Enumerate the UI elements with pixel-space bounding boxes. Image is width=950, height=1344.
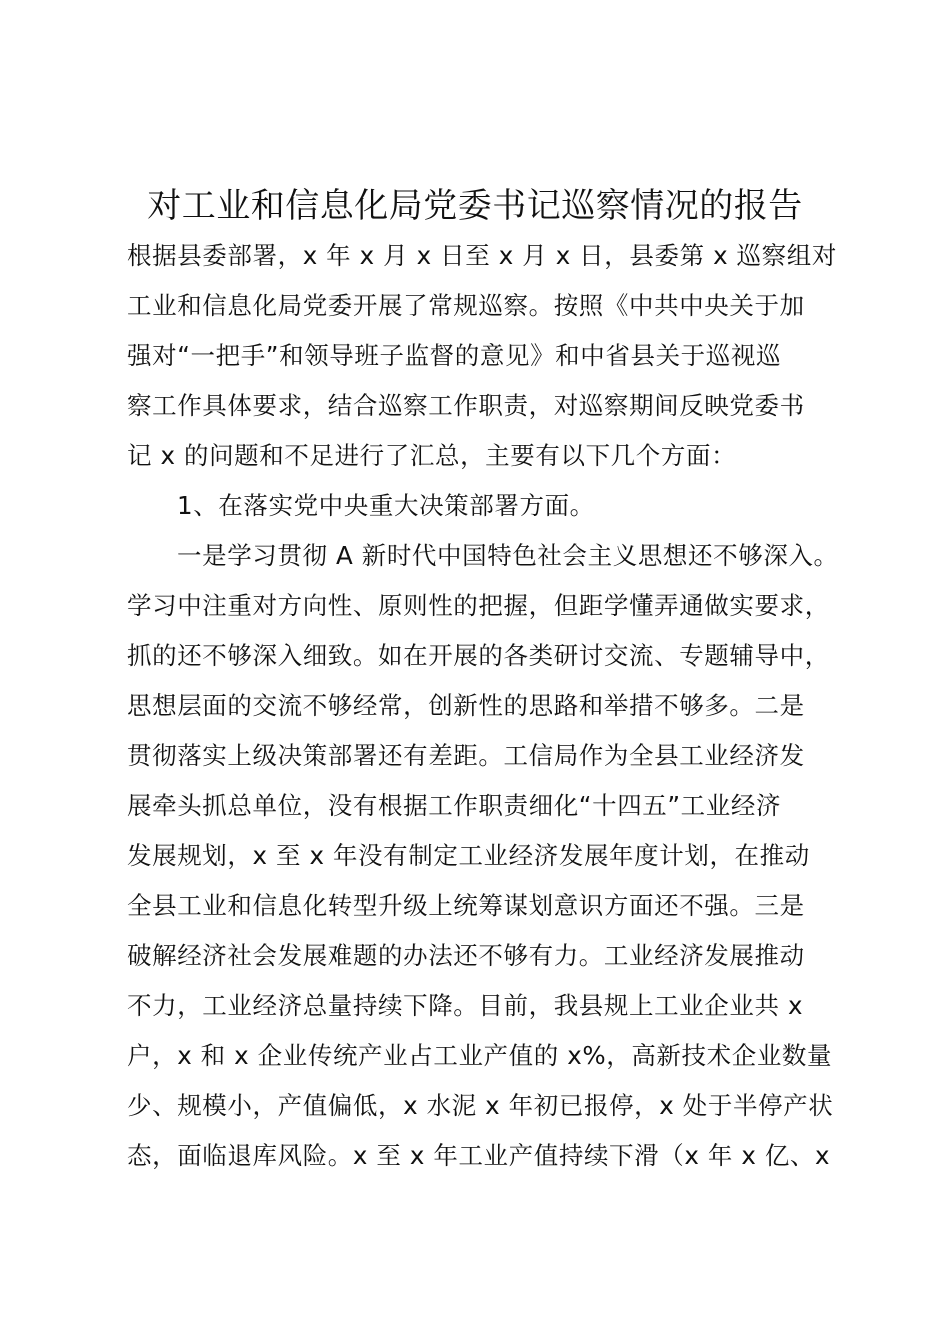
document-body xyxy=(127,231,839,1181)
paragraph-intro xyxy=(127,231,837,481)
text-line: 一是学习贯彻 A 新时代中国特色社会主义思想还不够深入。 xyxy=(177,541,839,570)
text-line: 贯彻落实上级决策部署还有差距。工信局作为全县工业经济发 xyxy=(127,741,805,770)
text-line: 不力，工业经济总量持续下降。目前，我县规上工业企业共 x xyxy=(127,991,804,1020)
text-line: 思想层面的交流不够经常，创新性的思路和举措不够多。二是 xyxy=(127,691,805,720)
text-line: 展牵头抓总单位，没有根据工作职责细化“十四五”工业经济 xyxy=(127,791,782,820)
text-line: 破解经济社会发展难题的办法还不够有力。工业经济发展推动 xyxy=(127,941,805,970)
text-line: 学习中注重对方向性、原则性的把握，但距学懂弄通做实要求， xyxy=(127,591,830,620)
text-line: 户，x 和 x 企业传统产业占工业产值的 x%，高新技术企业数量 xyxy=(127,1041,833,1070)
text-line: 记 x 的问题和不足进行了汇总，主要有以下几个方面： xyxy=(127,441,737,470)
text-line: 全县工业和信息化转型升级上统筹谋划意识方面还不强。三是 xyxy=(127,891,805,920)
paragraph-details xyxy=(127,531,839,1181)
text-line: 态，面临退库风险。x 至 x 年工业产值持续下滑（x 年 x 亿、x xyxy=(127,1141,831,1170)
text-line: 工业和信息化局党委开展了常规巡察。按照《中共中央关于加 xyxy=(127,291,805,320)
text-line: 强对“一把手”和领导班子监督的意见》和中省县关于巡视巡 xyxy=(127,341,782,370)
text-line: 少、规模小，产值偏低，x 水泥 x 年初已报停，x 处于半停产状 xyxy=(127,1091,834,1120)
paragraph-section-heading xyxy=(127,481,833,531)
text-line: 抓的还不够深入细致。如在开展的各类研讨交流、专题辅导中， xyxy=(127,641,830,670)
section-heading: 1、在落实党中央重大决策部署方面。 xyxy=(177,491,595,520)
document-title: 对工业和信息化局党委书记巡察情况的报告 xyxy=(147,186,803,226)
text-line: 察工作具体要求，结合巡察工作职责，对巡察期间反映党委书 xyxy=(127,391,805,420)
text-line: 发展规划，x 至 x 年没有制定工业经济发展年度计划，在推动 xyxy=(127,841,810,870)
text-line: 根据县委部署，x 年 x 月 x 日至 x 月 x 日，县委第 x 巡察组对 xyxy=(127,241,837,270)
